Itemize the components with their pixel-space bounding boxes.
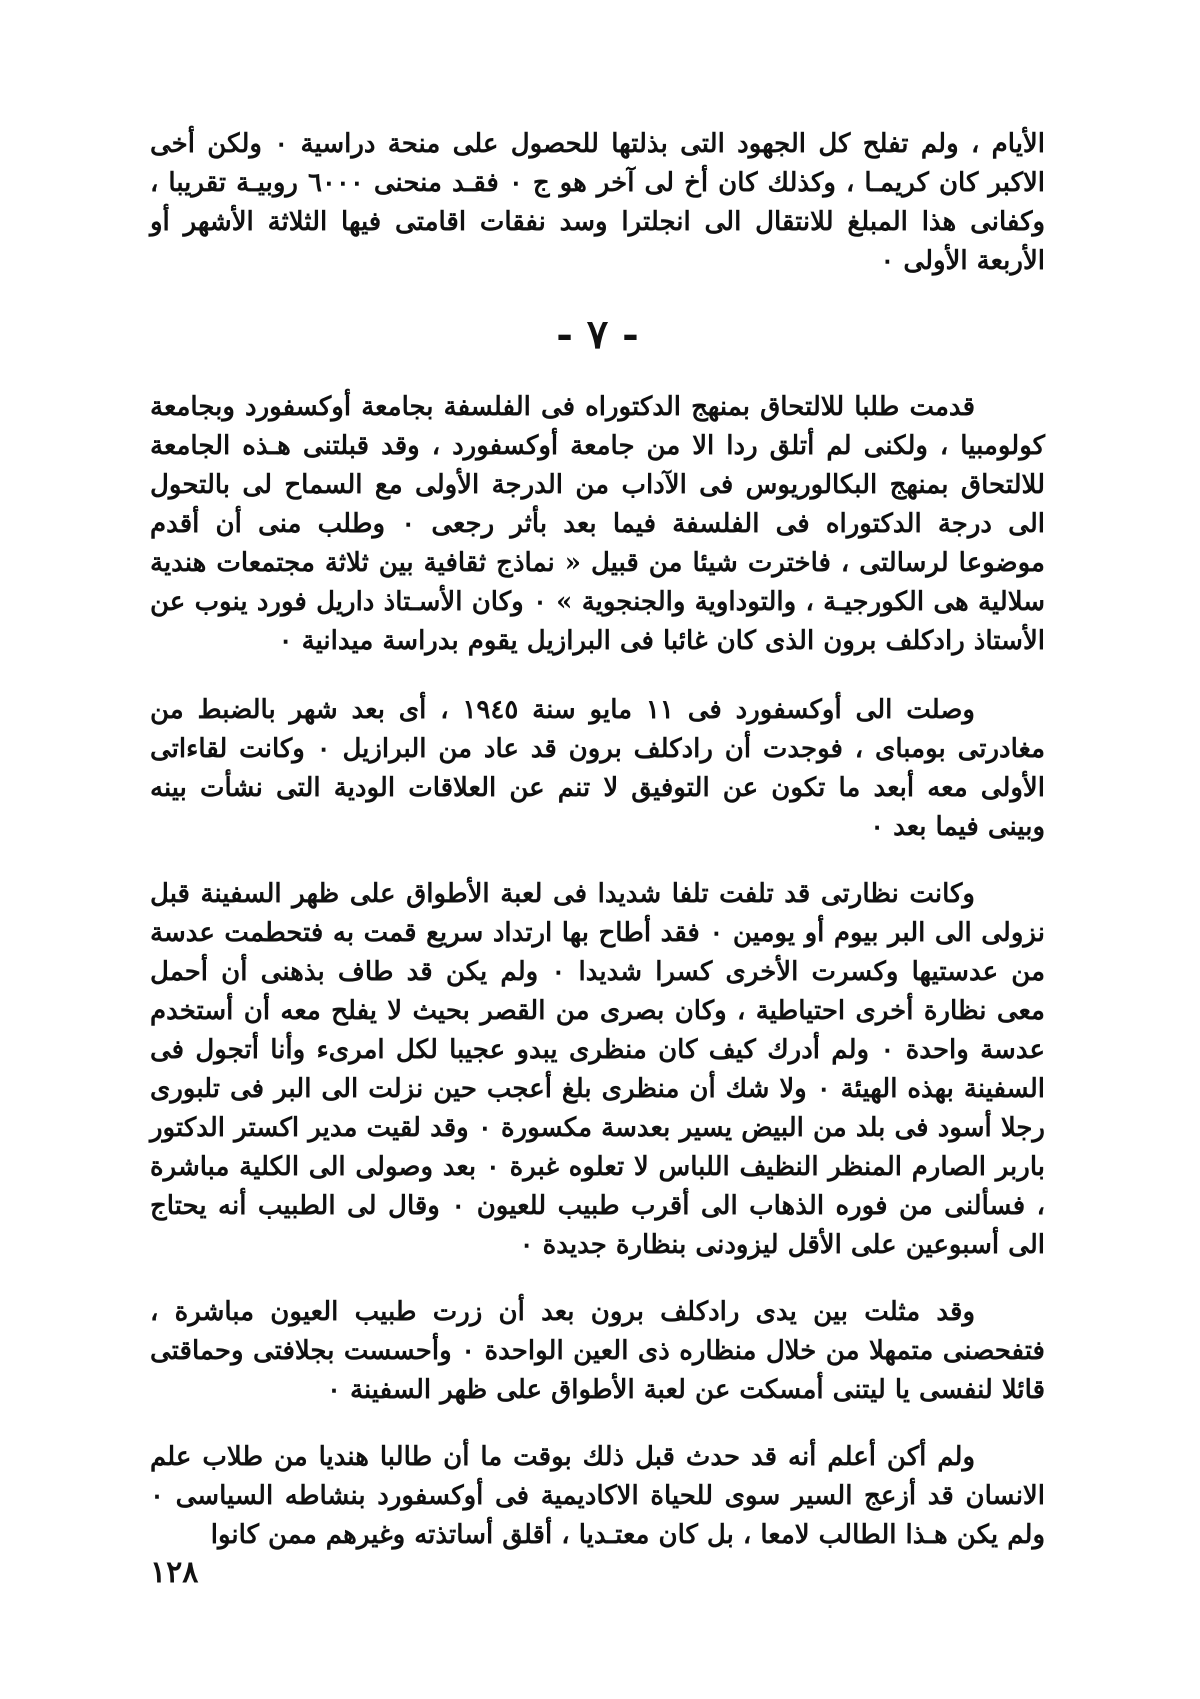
- paragraph-meeting: وقد مثلت بين يدى رادكلف برون بعد أن زرت طبيب العيون مباشرة ، فتفحصنى متمهلا من خلال منظاره ذى العين الواحدة ٠ وأحسست بجلافتى وحماقتى قائلا لنفسى يا ليتنى أمسكت عن لعبة الأطواق على ظهر السفينة ٠: [150, 1297, 1045, 1405]
- paragraph-arrival: وصلت الى أوكسفورد فى ١١ مايو سنة ١٩٤٥ ، أى بعد شهر بالضبط من مغادرتى بومباى ، فوجدت أن رادكلف برون قد عاد من البرازيل ٠ وكانت لقاءاتى الأولى معه أبعد ما تكون عن التوفيق لا تنم عن العلاقات الودية التى نشأت بينه وبينى فيما بعد ٠: [150, 695, 1045, 842]
- paragraph-student: ولم أكن أعلم أنه قد حدث قبل ذلك بوقت ما أن طالبا هنديا من طلاب علم الانسان قد أزعج السير سوى للحياة الاكاديمية فى أوكسفورد بنشاطه السياسى ٠ ولم يكن هـذا الطالب لامعا ، بل كان معتـديا ، أقلق أساتذته وغيرهم ممن كانوا: [150, 1442, 1045, 1550]
- paragraph-continuation: الأيام ، ولم تفلح كل الجهود التى بذلتها للحصول على منحة دراسية ٠ ولكن أخى الاكبر كان كريمـا ، وكذلك كان أخ لى آخر هو ج ٠ فقـد منحنى ٦٠٠٠ روبيـة تقريبا ، وكفانى هذا المبلغ للانتقال الى انجلترا وسد نفقات اقامتى فيها الثلاثة الأشهر أو الأربعة الأولى ٠: [150, 129, 1045, 276]
- page-number: ١٢٨: [150, 1555, 199, 1590]
- paragraph-glasses: وكانت نظارتى قد تلفت تلفا شديدا فى لعبة الأطواق على ظهر السفينة قبل نزولى الى البر بيوم أو يومين ٠ فقد أطاح بها ارتداد سريع قمت به فتحطمت عدسة من عدستيها وكسرت الأخرى كسرا شديدا ٠ ولم يكن قد طاف بذهنى أن أحمل معى نظارة أخرى احتياطية ، وكان بصرى من القصر بحيث لا يفلح معه أن أستخدم عدسة واحدة ٠ ولم أدرك كيف كان منظرى يبدو عجيبا لكل امرىء وأنا أتجول فى السفينة بهذه الهيئة ٠ ولا شك أن منظرى بلغ أعجب حين نزلت الى البر فى تلبورى رجلا أسود فى بلد من البيض يسير بعدسة مكسورة ٠ وقد لقيت مدير اكستر الدكتور باربر الصارم المنظر النظيف اللباس لا تعلوه غبرة ٠ بعد وصولى الى الكلية مباشرة ، فسألنى من فوره الذهاب الى أقرب طبيب للعيون ٠ وقال لى الطبيب أنه يحتاج الى أسبوعين على الأقل ليزودنى بنظارة جديدة ٠: [150, 879, 1046, 1260]
- paragraph-application: قدمت طلبا للالتحاق بمنهج الدكتوراه فى الفلسفة بجامعة أوكسفورد وبجامعة كولومبيا ، ولكنى لم أتلق ردا الا من جامعة أوكسفورد ، وقد قبلتنى هـذه الجامعة للالتحاق بمنهج البكالوريوس فى الآداب من الدرجة الأولى مع السماح لى بالتحول الى درجة الدكتوراه فى الفلسفة فيما بعد بأثر رجعى ٠ وطلب منى أن أقدم موضوعا لرسالتى ، فاخترت شيئا من قبيل « نماذج ثقافية بين ثلاثة مجتمعات هندية سلالية هى الكورجيـة ، والتوداوية والجنجوية » ٠ وكان الأسـتاذ داريل فورد ينوب عن الأستاذ رادكلف برون الذى كان غائبا فى البرازيل يقوم بدراسة ميدانية ٠: [150, 392, 1046, 656]
- section-number: - ٧ -: [556, 311, 639, 358]
- page-body: [150, 125, 1045, 1555]
